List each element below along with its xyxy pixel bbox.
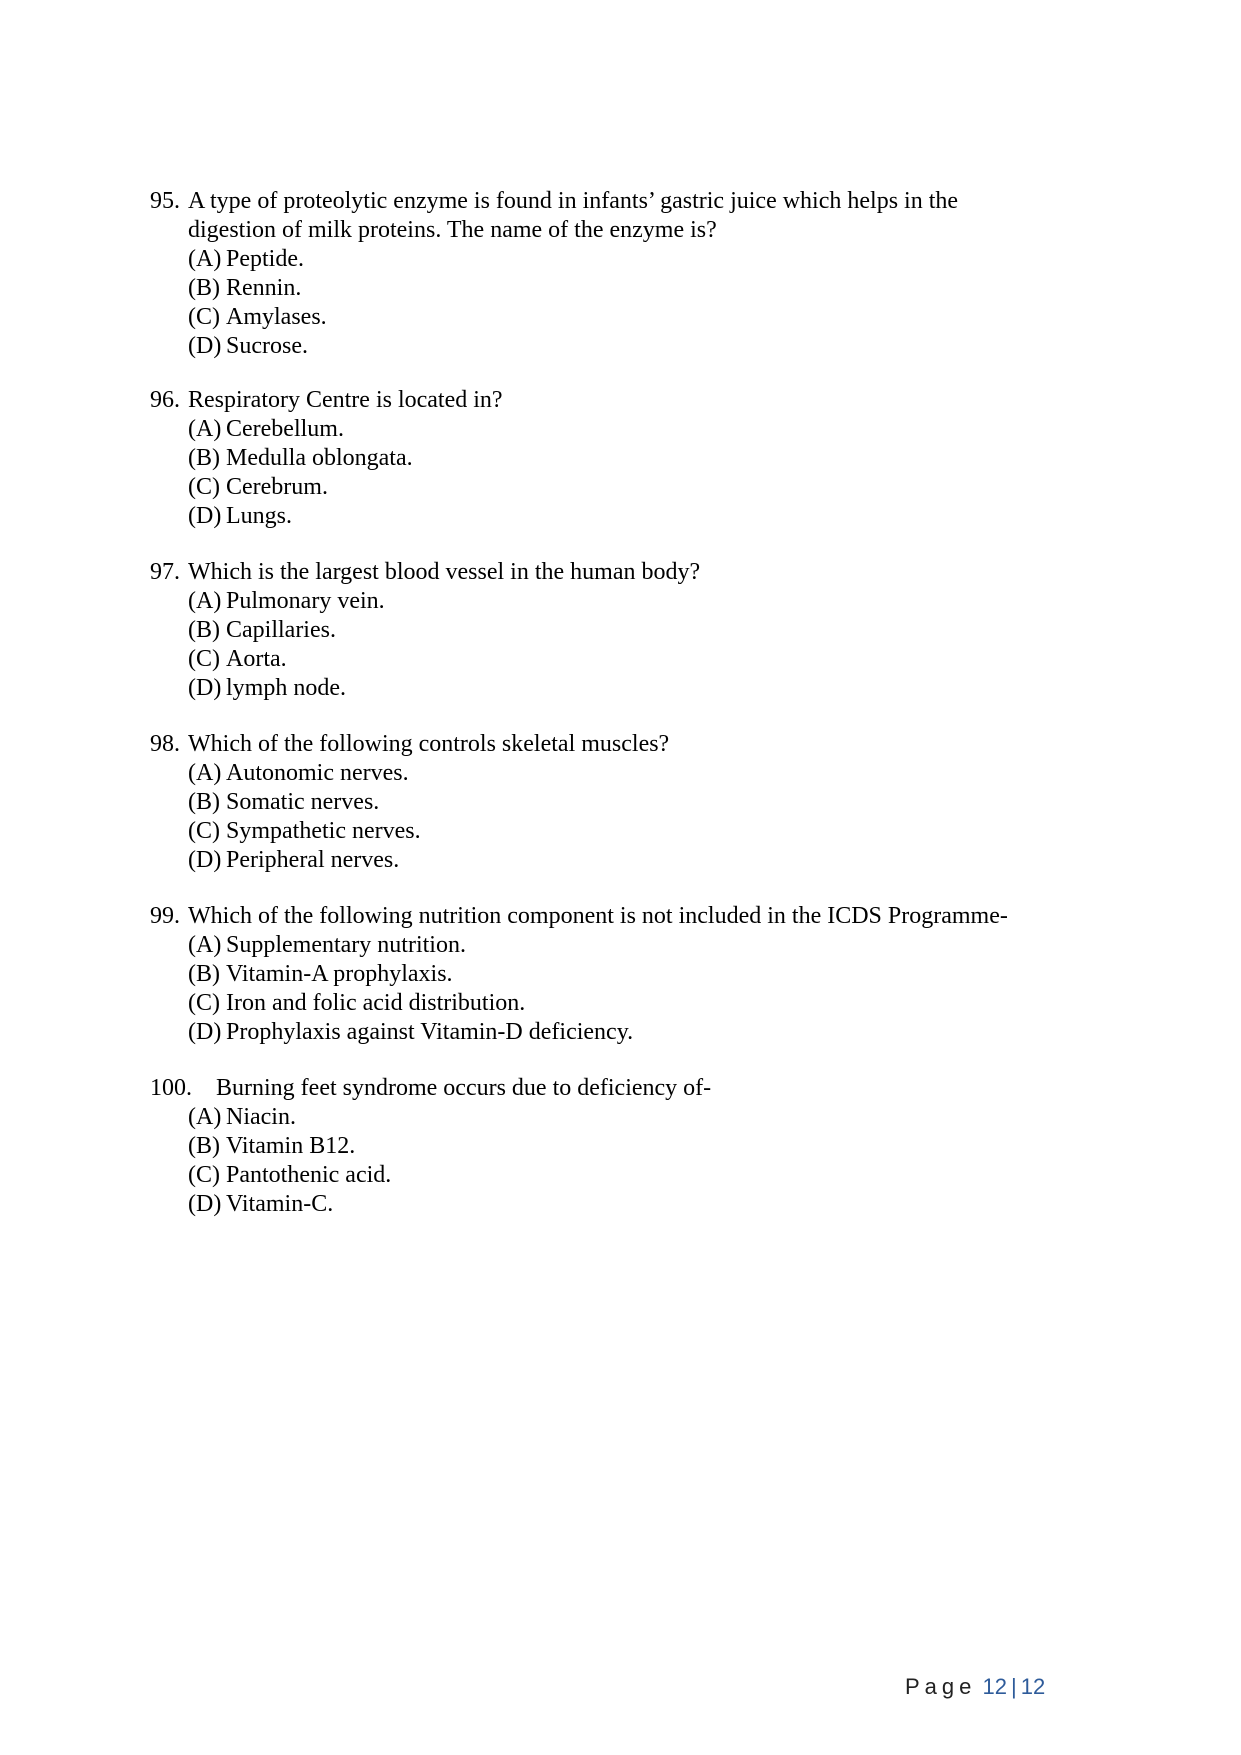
question-number: 95. bbox=[150, 188, 180, 214]
option-list bbox=[150, 415, 1090, 531]
option-letter: (C) bbox=[188, 646, 220, 672]
question-98 bbox=[150, 730, 1090, 875]
option-text: Vitamin B12. bbox=[226, 1133, 356, 1159]
question-number: 100. bbox=[150, 1075, 192, 1101]
option-a bbox=[150, 1103, 1090, 1132]
option-text: Vitamin-A prophylaxis. bbox=[226, 961, 453, 987]
option-list bbox=[150, 587, 1090, 703]
question-99 bbox=[150, 902, 1090, 1047]
option-text: Pantothenic acid. bbox=[226, 1162, 392, 1188]
option-letter: (A) bbox=[188, 246, 222, 272]
option-letter: (C) bbox=[188, 304, 220, 330]
option-text: Sympathetic nerves. bbox=[226, 818, 421, 844]
option-b bbox=[150, 1132, 1090, 1161]
option-text: Medulla oblongata. bbox=[226, 445, 413, 471]
option-text: Cerebrum. bbox=[226, 474, 328, 500]
option-b bbox=[150, 274, 1090, 303]
option-text: Capillaries. bbox=[226, 617, 336, 643]
page-label: Page bbox=[905, 1674, 977, 1699]
option-text: Peptide. bbox=[226, 246, 304, 272]
option-c bbox=[150, 1161, 1090, 1190]
option-a bbox=[150, 759, 1090, 788]
option-letter: (B) bbox=[188, 961, 220, 987]
option-letter: (A) bbox=[188, 1104, 222, 1130]
option-text: Rennin. bbox=[226, 275, 302, 301]
option-text: Supplementary nutrition. bbox=[226, 932, 466, 958]
page-footer bbox=[905, 1674, 1125, 1700]
option-d bbox=[150, 502, 1090, 531]
option-text: Sucrose. bbox=[226, 333, 308, 359]
option-letter: (B) bbox=[188, 1133, 220, 1159]
question-text-continuation: digestion of milk proteins. The name of the enzyme is? bbox=[188, 217, 717, 243]
option-d bbox=[150, 332, 1090, 361]
question-number: 98. bbox=[150, 731, 180, 757]
option-d bbox=[150, 846, 1090, 875]
question-95 bbox=[150, 187, 1090, 361]
option-letter: (D) bbox=[188, 675, 222, 701]
question-number: 96. bbox=[150, 387, 180, 413]
option-letter: (D) bbox=[188, 1191, 222, 1217]
option-text: Lungs. bbox=[226, 503, 292, 529]
option-letter: (A) bbox=[188, 416, 222, 442]
question-97 bbox=[150, 558, 1090, 703]
option-a bbox=[150, 587, 1090, 616]
option-text: Aorta. bbox=[226, 646, 287, 672]
option-text: Peripheral nerves. bbox=[226, 847, 400, 873]
option-b bbox=[150, 788, 1090, 817]
question-text: Which is the largest blood vessel in the human body? bbox=[188, 559, 701, 585]
option-letter: (B) bbox=[188, 275, 220, 301]
option-letter: (A) bbox=[188, 932, 222, 958]
option-text: lymph node. bbox=[226, 675, 346, 701]
option-c bbox=[150, 473, 1090, 502]
option-text: Amylases. bbox=[226, 304, 327, 330]
option-text: Prophylaxis against Vitamin-D deficiency. bbox=[226, 1019, 634, 1045]
option-text: Cerebellum. bbox=[226, 416, 344, 442]
option-letter: (C) bbox=[188, 818, 220, 844]
question-text: A type of proteolytic enzyme is found in infants’ gastric juice which helps in the bbox=[188, 188, 959, 214]
option-c bbox=[150, 303, 1090, 332]
option-b bbox=[150, 960, 1090, 989]
option-letter: (C) bbox=[188, 990, 220, 1016]
option-d bbox=[150, 674, 1090, 703]
question-text: Which of the following nutrition component is not included in the ICDS Programme- bbox=[188, 903, 1008, 929]
option-letter: (B) bbox=[188, 617, 220, 643]
option-letter: (D) bbox=[188, 847, 222, 873]
option-b bbox=[150, 444, 1090, 473]
option-b bbox=[150, 616, 1090, 645]
total-page-number: 12 bbox=[1020, 1674, 1046, 1699]
option-letter: (B) bbox=[188, 789, 220, 815]
option-list bbox=[150, 245, 1090, 361]
option-text: Autonomic nerves. bbox=[226, 760, 409, 786]
option-letter: (C) bbox=[188, 1162, 220, 1188]
option-letter: (A) bbox=[188, 588, 222, 614]
option-c bbox=[150, 989, 1090, 1018]
option-letter: (B) bbox=[188, 445, 220, 471]
option-letter: (C) bbox=[188, 474, 220, 500]
option-text: Iron and folic acid distribution. bbox=[226, 990, 526, 1016]
option-list bbox=[150, 1103, 1090, 1219]
option-a bbox=[150, 931, 1090, 960]
option-d bbox=[150, 1190, 1090, 1219]
option-text: Niacin. bbox=[226, 1104, 296, 1130]
page-separator: | bbox=[1011, 1674, 1017, 1699]
option-d bbox=[150, 1018, 1090, 1047]
option-c bbox=[150, 817, 1090, 846]
option-list bbox=[150, 931, 1090, 1047]
question-number: 99. bbox=[150, 903, 180, 929]
option-text: Somatic nerves. bbox=[226, 789, 380, 815]
option-letter: (D) bbox=[188, 503, 222, 529]
option-text: Pulmonary vein. bbox=[226, 588, 385, 614]
option-letter: (A) bbox=[188, 760, 222, 786]
option-text: Vitamin-C. bbox=[226, 1191, 334, 1217]
option-letter: (D) bbox=[188, 333, 222, 359]
option-letter: (D) bbox=[188, 1019, 222, 1045]
option-c bbox=[150, 645, 1090, 674]
option-a bbox=[150, 245, 1090, 274]
option-list bbox=[150, 759, 1090, 875]
question-text: Respiratory Centre is located in? bbox=[188, 387, 503, 413]
current-page-number: 12 bbox=[982, 1674, 1007, 1699]
option-a bbox=[150, 415, 1090, 444]
question-96 bbox=[150, 386, 1090, 531]
question-number: 97. bbox=[150, 559, 180, 585]
question-100 bbox=[150, 1074, 1090, 1219]
question-text: Burning feet syndrome occurs due to deficiency of- bbox=[216, 1075, 712, 1101]
question-text: Which of the following controls skeletal muscles? bbox=[188, 731, 670, 757]
